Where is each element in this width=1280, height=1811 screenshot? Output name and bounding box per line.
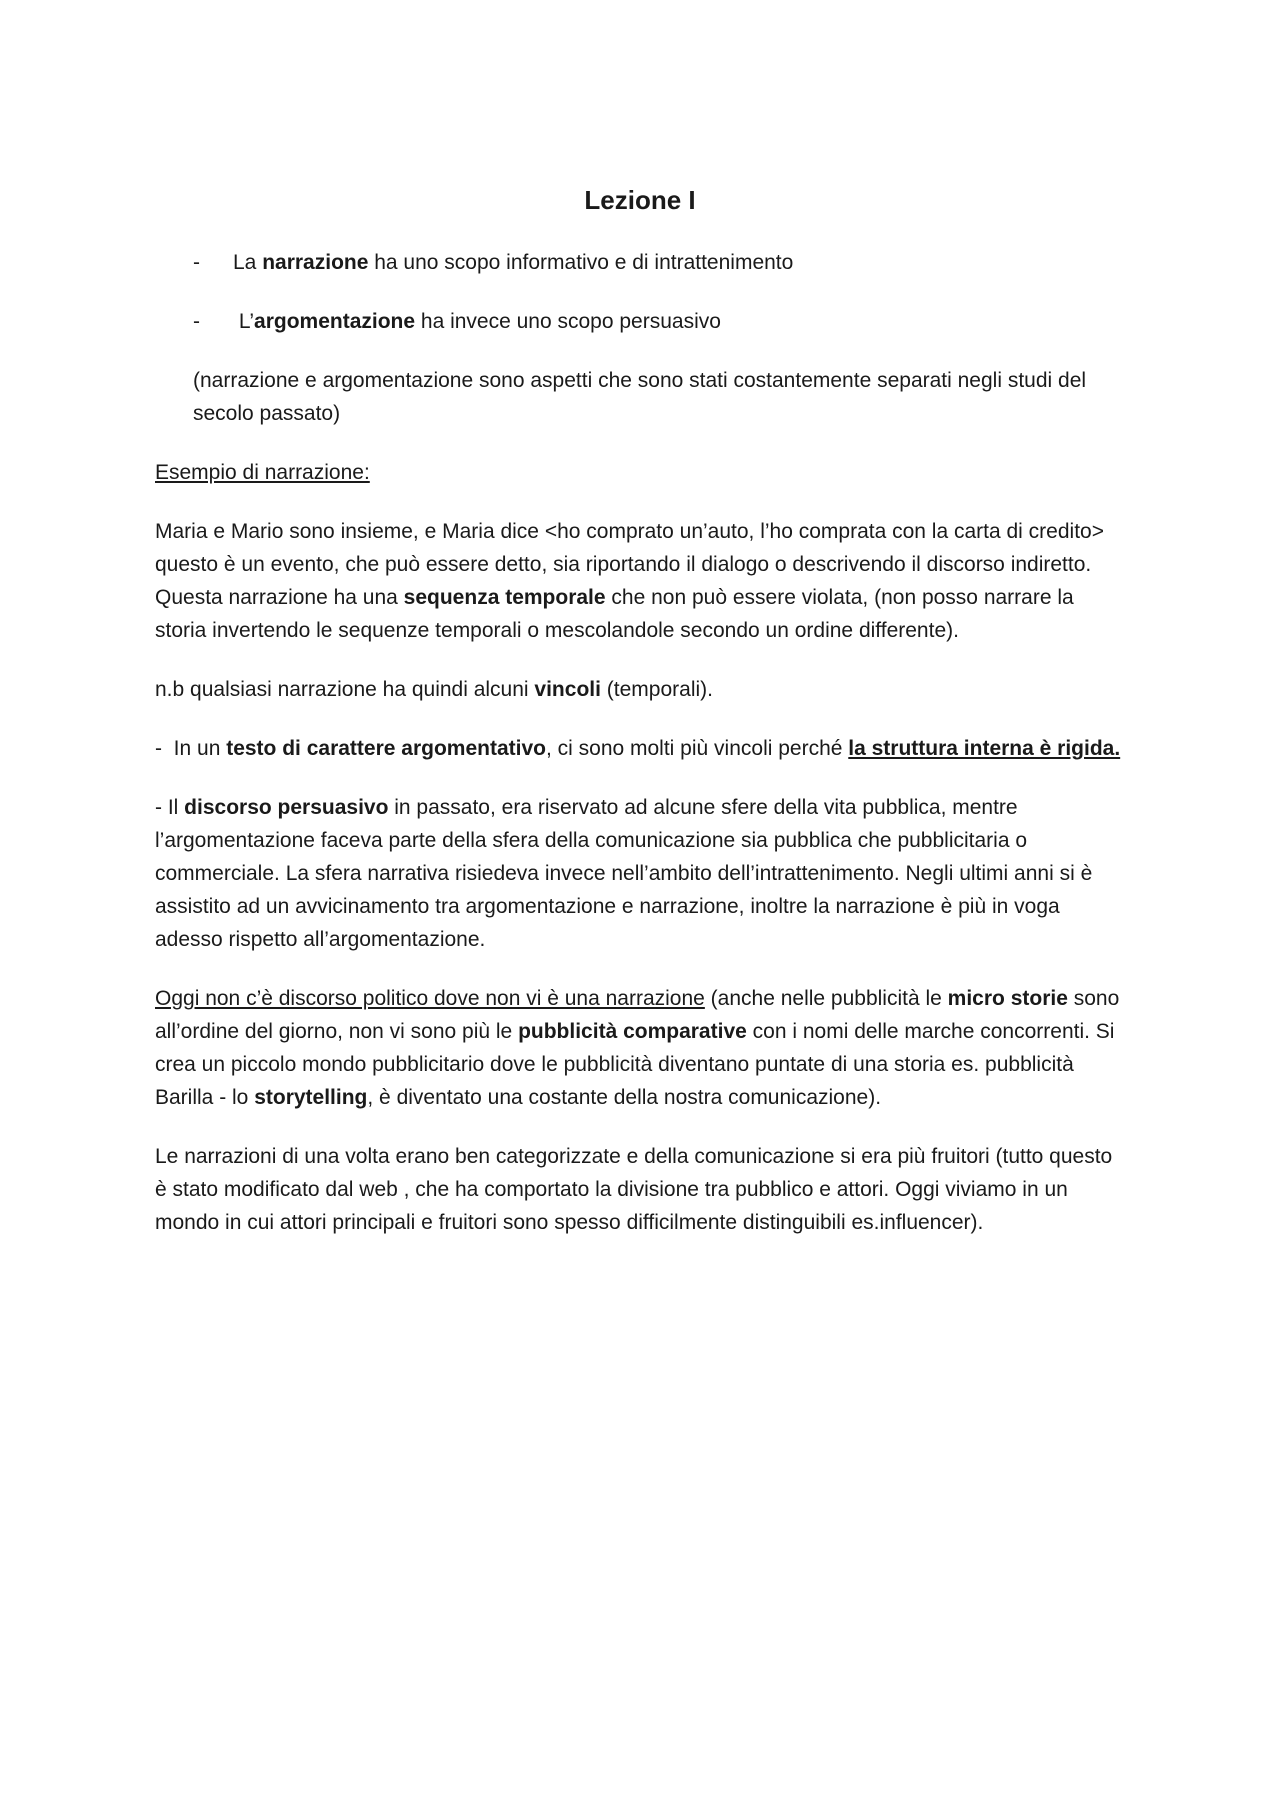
bold-term: narrazione <box>262 251 369 274</box>
paragraph-web: Le narrazioni di una volta erano ben categorizzate e della comunicazione si era più fruitori (tutto questo è stato modificato dal web , che ha comportato la divisione tra pubblico e attori. Oggi viviamo in un mondo in cui attori principali e fruitori sono spesso difficilmente distinguibili es.influencer). <box>155 1145 1113 1234</box>
text-run: (temporali). <box>600 678 713 701</box>
text-run: (anche nelle pubblicità le <box>704 987 948 1010</box>
bold-term: discorso persuasivo <box>184 796 389 819</box>
bold-term: micro storie <box>947 987 1068 1010</box>
underlined-text: Oggi non c’è discorso politico dove non vi è una narrazione <box>155 987 705 1010</box>
paragraph-vincoli <box>155 673 1125 706</box>
note-paragraph: (narrazione e argomentazione sono aspetti che sono stati costantemente separati negli studi del secolo passato) <box>193 369 1087 425</box>
text-run: in passato, era riservato ad alcune sfere della vita pubblica, mentre l’argomentazione faceva parte della sfera della comunicazione sia pubblica che pubblicitaria o commerciale. La sfera narrativa risiedeva invece nell’ambito dell’intrattenimento. Negli ultimi anni si è assistito ad un avvicinamento tra argomentazione e narrazione, inoltre la narrazione è più in voga adesso rispetto all’argomentazione. <box>155 796 1093 951</box>
text-run: ha invece uno scopo persuasivo <box>415 310 721 333</box>
text-run: sono all’ordine del giorno, non vi sono più le <box>155 987 1120 1043</box>
text-run: n.b qualsiasi narrazione ha quindi alcuni <box>155 678 535 701</box>
paragraph-argomentativo <box>155 732 1125 765</box>
bullet-text <box>233 246 793 279</box>
bullet-dash: - <box>193 310 200 333</box>
bold-term: pubblicità comparative <box>518 1020 747 1043</box>
bold-term: storytelling <box>254 1086 368 1109</box>
bold-term: testo di carattere argomentativo <box>226 737 546 760</box>
bullet-argomentazione <box>193 305 1125 338</box>
text-run: - Il <box>155 796 185 819</box>
text-run: L’ <box>233 310 255 333</box>
bullet-text <box>233 305 721 338</box>
paragraph-persuasivo <box>155 791 1125 956</box>
text-run: , ci sono molti più vincoli perché <box>545 737 849 760</box>
text-run: con i nomi delle marche concorrenti. Si crea un piccolo mondo pubblicitario dove le pubblicità diventano puntate di una storia es. pubblicità Barilla - lo <box>155 1020 1115 1109</box>
text-run: Maria e Mario sono insieme, e Maria dice <ho comprato un’auto, l’ho comprata con la carta di credito> questo è un evento, che può essere detto, sia riportando il dialogo o descrivendo il discorso indiretto. Questa narrazione ha una <box>155 520 1104 609</box>
bold-term: argomentazione <box>254 310 416 333</box>
bold-underlined-term: la struttura interna è rigida. <box>848 737 1121 760</box>
text-run: , è diventato una costante della nostra comunicazione). <box>367 1086 882 1109</box>
text-run: - In un <box>155 737 227 760</box>
paragraph-example <box>155 515 1125 647</box>
text-run: che non può essere violata, (non posso narrare la storia invertendo le sequenze temporali o mescolandole secondo un ordine differente). <box>155 586 1074 642</box>
bold-term: vincoli <box>534 678 601 701</box>
paragraph-politico <box>155 982 1125 1114</box>
example-heading: Esempio di narrazione: <box>155 461 370 484</box>
text-run: ha uno scopo informativo e di intrattenimento <box>368 251 794 274</box>
bullet-dash: - <box>193 251 200 274</box>
bold-term: sequenza temporale <box>403 586 606 609</box>
bullet-narrazione <box>193 246 1125 279</box>
text-run: La <box>233 251 263 274</box>
page-title: Lezione I <box>584 185 696 215</box>
